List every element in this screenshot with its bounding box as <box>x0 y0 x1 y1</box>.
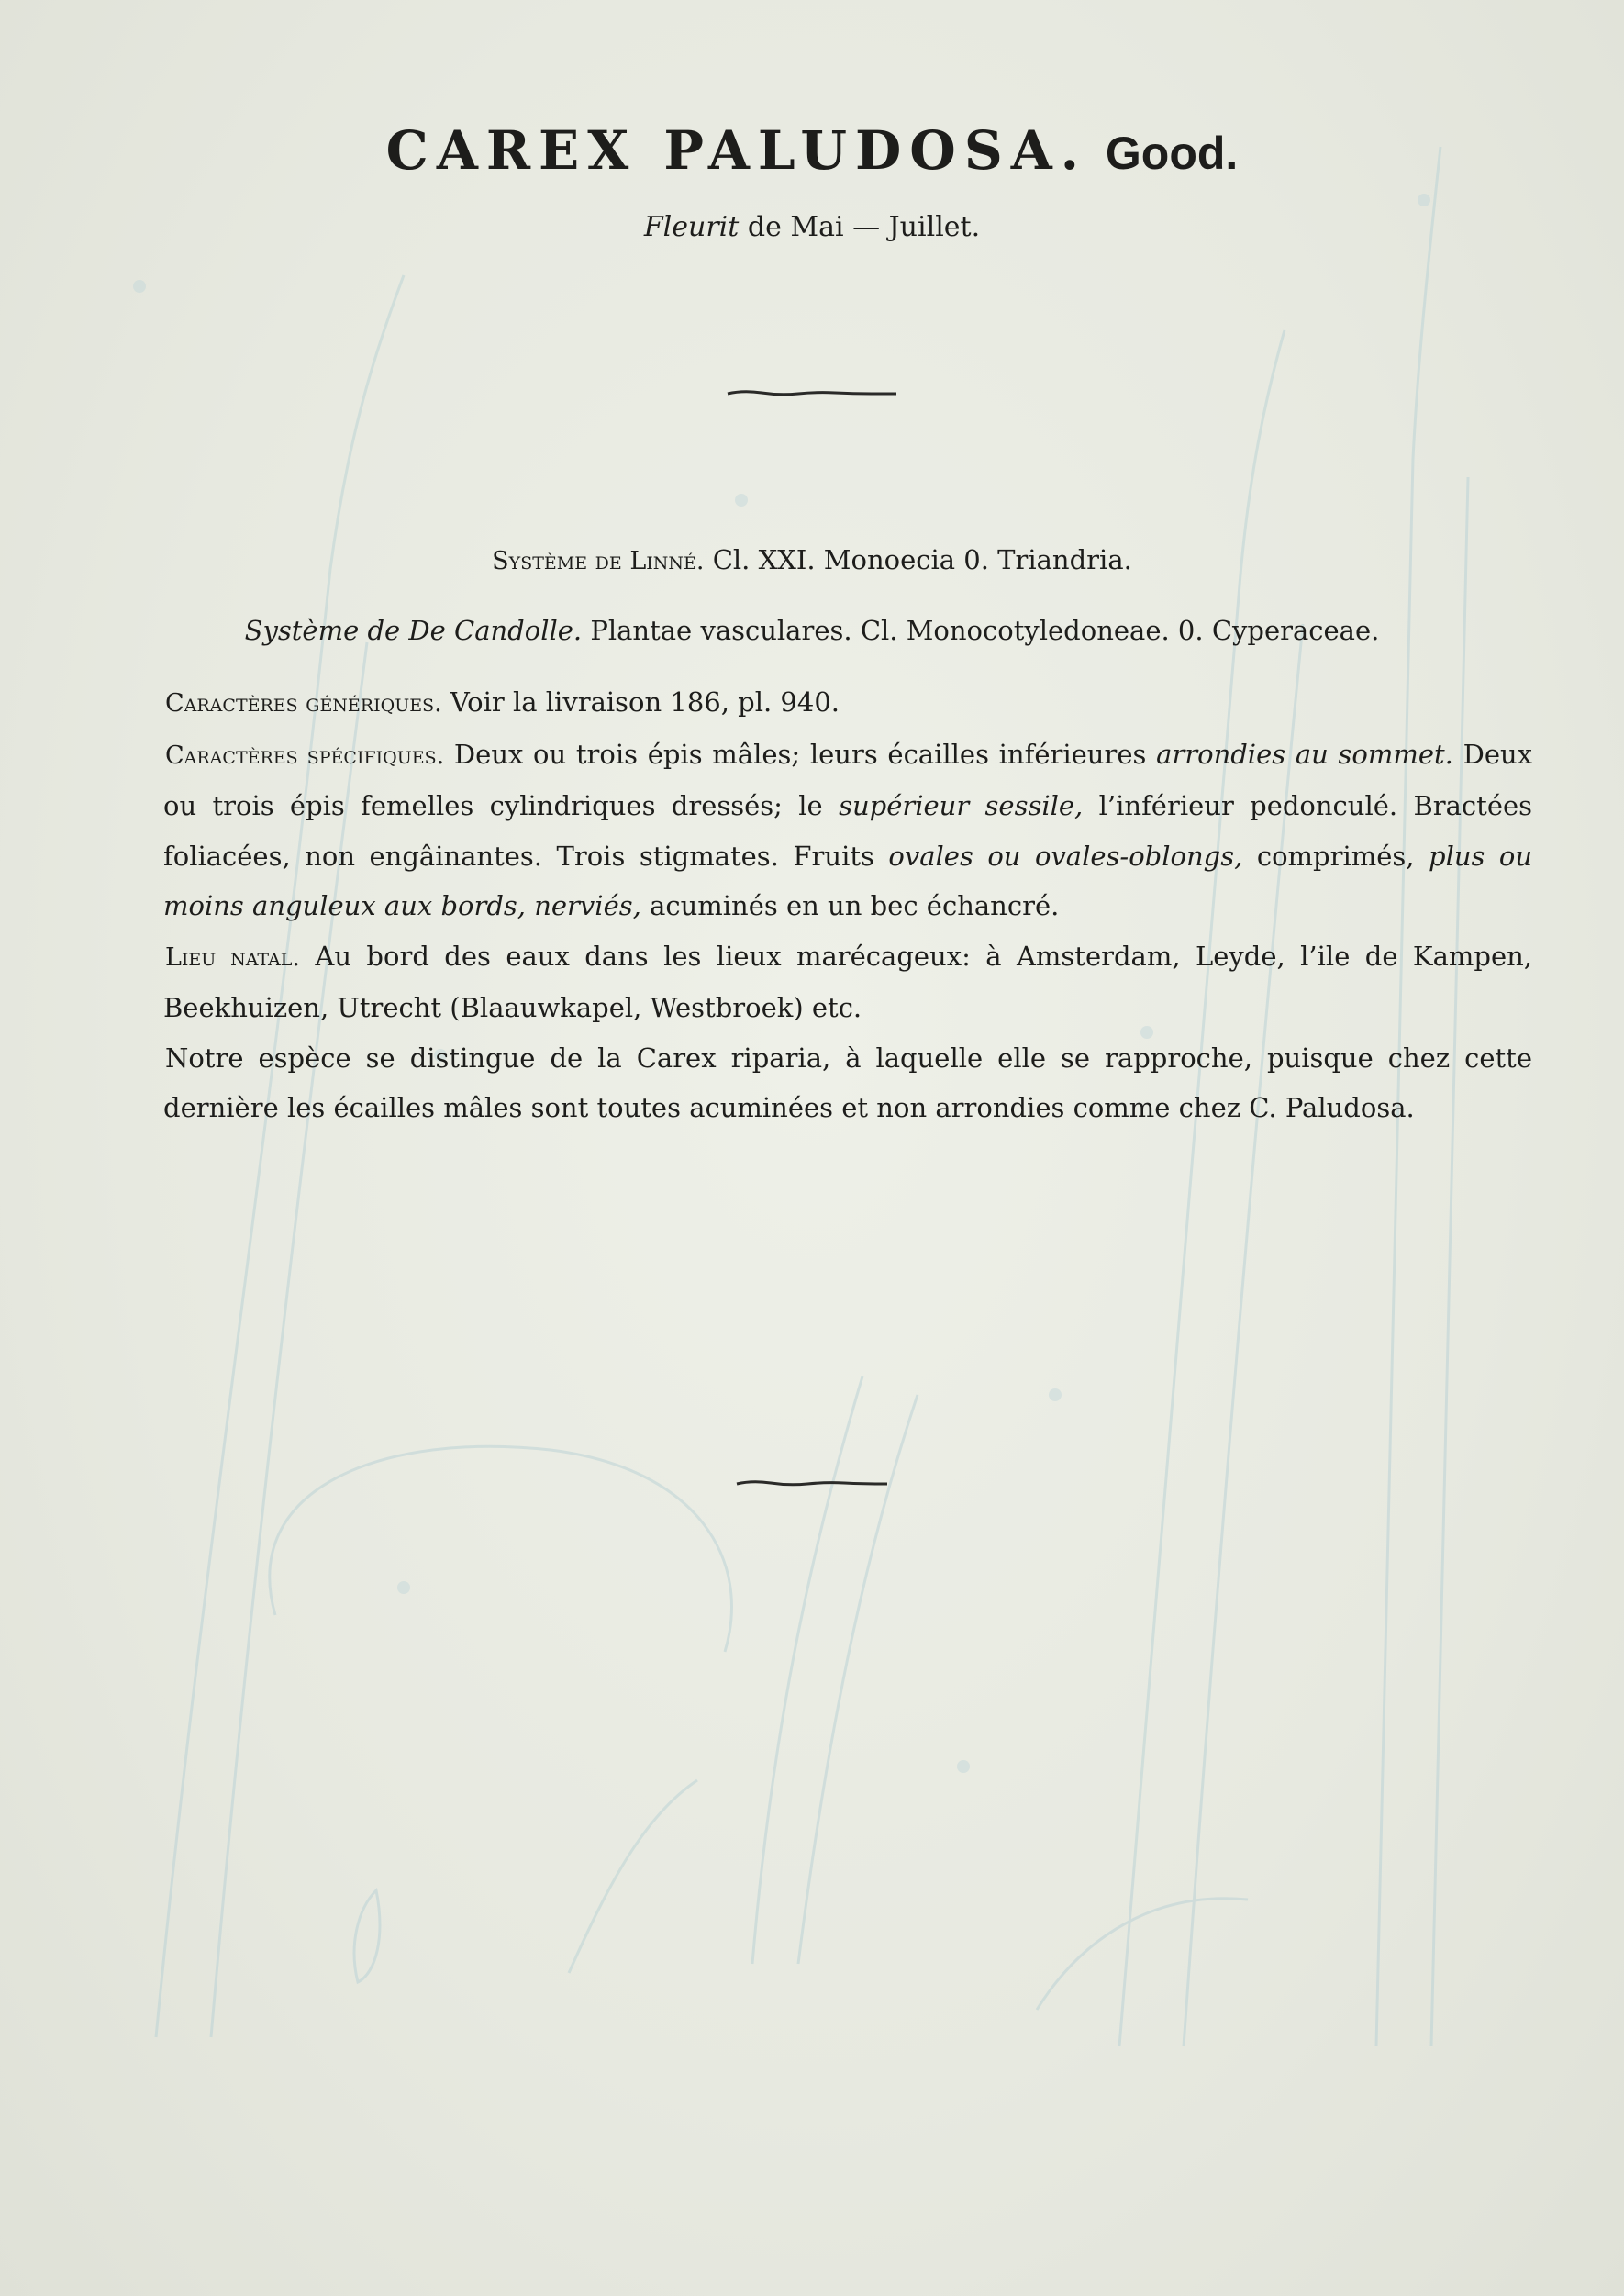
generic-text: Voir la livraison 186, pl. 940. <box>450 686 840 718</box>
decorative-rule-top <box>725 387 899 400</box>
description-body <box>163 677 1532 1133</box>
flowering-text: de Mai — Juillet. <box>747 211 981 243</box>
linne-label: Système de Linné. <box>492 547 705 575</box>
specific-label: Caractères spécifiques. <box>165 741 445 770</box>
generic-label: Caractères génériques. <box>165 689 442 718</box>
specific-italic-1: arrondies au sommet. <box>1156 738 1453 770</box>
native-habitat <box>163 931 1532 1033</box>
specific-text-1: Deux ou trois épis mâles; leurs écailles inférieures <box>453 738 1147 770</box>
specific-text-4: comprimés, <box>1256 840 1415 872</box>
habitat-label: Lieu natal. <box>165 942 300 972</box>
specific-characters <box>163 730 1532 931</box>
specific-italic-4: plus ou moins anguleux aux bords, nerviés, <box>163 840 1533 921</box>
linne-text: Cl. XXI. Monoecia 0. Triandria. <box>712 544 1132 575</box>
flowering-period <box>0 211 1624 243</box>
generic-characters <box>163 677 1532 730</box>
decorative-rule-bottom <box>734 1477 890 1490</box>
candolle-text: Plantae vasculares. Cl. Monocotyledoneae. 0. Cyperaceae. <box>590 615 1380 646</box>
linne-system-line <box>0 544 1624 575</box>
candolle-system-line <box>0 615 1624 646</box>
page-title <box>0 119 1624 182</box>
candolle-label: Système de De Candolle. <box>244 615 583 646</box>
species-note <box>163 1033 1532 1133</box>
specific-text-5: acuminés en un bec échancré. <box>650 890 1060 921</box>
specific-text-2: Deux ou trois épis femelles cylindriques dressés; le <box>163 738 1533 821</box>
species-name: CAREX PALUDOSA. <box>385 119 1087 182</box>
flowering-label: Fleurit <box>643 211 740 243</box>
note-text: Notre espèce se distingue de la Carex riparia, à laquelle elle se rapproche, puisque chez cette dernière les écailles mâles sont toutes acuminées et non arrondies comme chez C. Paludosa. <box>163 1042 1532 1123</box>
specific-text-3: l’inférieur pedonculé. Bractées foliacées, non engâinantes. Trois stigmates. Fruits <box>163 790 1533 872</box>
author-abbreviation: Good. <box>1105 128 1239 179</box>
habitat-text: Au bord des eaux dans les lieux marécageux: à Amsterdam, Leyde, l’ile de Kampen, Beekhuizen, Utrecht (Blaauwkapel, Westbroek) etc. <box>163 940 1532 1023</box>
specific-italic-2: supérieur sessile, <box>839 790 1084 821</box>
specific-italic-3: ovales ou ovales-oblongs, <box>888 840 1243 872</box>
